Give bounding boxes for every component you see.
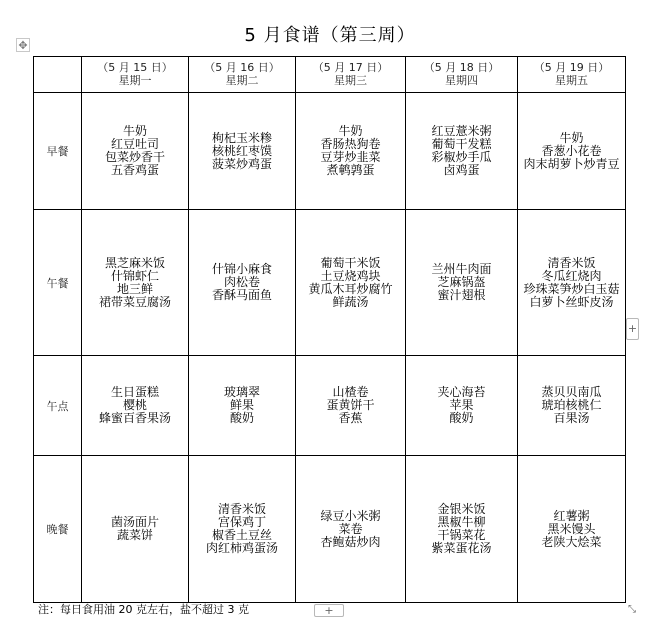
dish-item: 蔬菜饼 bbox=[116, 528, 153, 542]
menu-cell bbox=[189, 210, 296, 356]
menu-cell bbox=[296, 356, 406, 456]
menu-cell bbox=[406, 356, 518, 456]
add-column-button[interactable]: + bbox=[626, 318, 639, 340]
dish-item: 葡萄干发糕 bbox=[431, 137, 492, 151]
dish-item: 菠菜炒鸡蛋 bbox=[211, 156, 272, 171]
dish-item: 地三鲜 bbox=[116, 281, 153, 296]
dish-item: 裙带菜豆腐汤 bbox=[98, 294, 171, 309]
dish-item: 琥珀核桃仁 bbox=[541, 398, 602, 412]
dish-item: 鲜果 bbox=[229, 398, 254, 412]
menu-cell bbox=[518, 356, 626, 456]
dish-item: 白萝卜丝虾皮汤 bbox=[529, 294, 614, 309]
dish-item: 葡萄干米饭 bbox=[320, 255, 381, 270]
menu-cell bbox=[82, 210, 189, 356]
dish-item: 蜜汁翅根 bbox=[437, 288, 486, 302]
dish-item: 酸奶 bbox=[229, 411, 254, 425]
resize-icon[interactable]: ⤡ bbox=[628, 604, 636, 615]
weekly-menu-table bbox=[33, 56, 626, 603]
dish-item: 枸杞玉米糁 bbox=[211, 130, 272, 145]
dish-item: 绿豆小米粥 bbox=[320, 508, 381, 523]
dish-item: 牛奶 bbox=[559, 130, 584, 145]
dish-item: 牛奶 bbox=[122, 124, 147, 138]
dish-item: 彩椒炒手瓜 bbox=[431, 150, 492, 164]
dish-item: 黑米馒头 bbox=[547, 521, 596, 536]
dish-item: 肉红柿鸡蛋汤 bbox=[205, 541, 278, 555]
dish-item: 珍珠菜笋炒白玉菇 bbox=[523, 281, 620, 296]
dish-item: 夹心海苔 bbox=[437, 385, 486, 399]
dish-item: 椒香土豆丝 bbox=[211, 528, 272, 542]
dish-item: 干锅菜花 bbox=[437, 528, 486, 542]
menu-cell bbox=[296, 210, 406, 356]
dish-item: 肉末胡萝卜炒青豆 bbox=[523, 156, 620, 171]
dish-item: 豆芽炒韭菜 bbox=[320, 150, 381, 164]
dish-item: 鲜蔬汤 bbox=[332, 294, 369, 309]
dish-item: 酸奶 bbox=[449, 411, 474, 425]
dish-item: 蜂蜜百香果汤 bbox=[98, 411, 171, 425]
dish-item: 黄瓜木耳炒腐竹 bbox=[308, 281, 393, 296]
corner-cell bbox=[34, 57, 82, 93]
dish-item: 土豆烧鸡块 bbox=[320, 268, 381, 283]
dish-item: 肉松卷 bbox=[223, 275, 260, 289]
dish-item: 香酥马面鱼 bbox=[211, 288, 272, 302]
dish-item: 菜卷 bbox=[338, 521, 363, 536]
dish-item: 百果汤 bbox=[553, 411, 590, 425]
menu-cell bbox=[82, 456, 189, 603]
meal-label: 早餐 bbox=[34, 93, 82, 210]
dish-item: 清香米饭 bbox=[217, 502, 266, 516]
dish-item: 红豆吐司 bbox=[110, 137, 159, 151]
dish-item: 生日蛋糕 bbox=[110, 385, 159, 399]
meal-label: 午点 bbox=[34, 356, 82, 456]
dish-item: 金银米饭 bbox=[437, 502, 486, 516]
menu-cell bbox=[189, 456, 296, 603]
dish-item: 紫菜蛋花汤 bbox=[431, 541, 492, 555]
menu-cell bbox=[406, 456, 518, 603]
dish-item: 香葱小花卷 bbox=[541, 143, 602, 158]
dish-item: 玻璃翠 bbox=[223, 385, 260, 399]
menu-cell bbox=[296, 456, 406, 603]
dish-item: 清香米饭 bbox=[547, 255, 596, 270]
dish-item: 牛奶 bbox=[338, 124, 363, 138]
menu-cell bbox=[189, 93, 296, 210]
menu-cell bbox=[406, 93, 518, 210]
menu-cell bbox=[82, 356, 189, 456]
table-row bbox=[34, 93, 626, 210]
page-title: 5 月食谱（第三周） bbox=[244, 25, 416, 46]
dish-item: 红豆薏米粥 bbox=[431, 124, 492, 138]
dish-item: 山楂卷 bbox=[332, 385, 369, 399]
menu-cell bbox=[296, 93, 406, 210]
dish-item: 卤鸡蛋 bbox=[443, 163, 480, 177]
dish-item: 什锦虾仁 bbox=[110, 268, 159, 283]
table-header-row bbox=[34, 57, 626, 93]
day-header: （5 月 16 日） 星期二 bbox=[189, 57, 296, 93]
menu-cell bbox=[518, 93, 626, 210]
table-row bbox=[34, 356, 626, 456]
day-header: （5 月 18 日） 星期四 bbox=[406, 57, 518, 93]
dish-item: 核桃红枣馍 bbox=[211, 143, 272, 158]
add-row-button[interactable]: + bbox=[314, 604, 344, 617]
dish-item: 苹果 bbox=[449, 398, 474, 412]
dish-item: 黑芝麻米饭 bbox=[104, 255, 165, 270]
menu-cell bbox=[82, 93, 189, 210]
table-row bbox=[34, 210, 626, 356]
dish-item: 老陕大烩菜 bbox=[541, 534, 602, 549]
move-icon[interactable]: ✥ bbox=[16, 38, 30, 52]
dish-item: 煮鹌鹑蛋 bbox=[326, 163, 375, 177]
day-header: （5 月 17 日） 星期三 bbox=[296, 57, 406, 93]
dish-item: 香肠热狗卷 bbox=[320, 137, 381, 151]
day-header: （5 月 19 日） 星期五 bbox=[518, 57, 626, 93]
menu-cell bbox=[406, 210, 518, 356]
menu-cell bbox=[189, 356, 296, 456]
dish-item: 杏鲍菇炒肉 bbox=[320, 534, 381, 549]
dish-item: 黑椒牛柳 bbox=[437, 515, 486, 529]
dish-item: 冬瓜红烧肉 bbox=[541, 268, 602, 283]
dish-item: 芝麻锅盔 bbox=[437, 275, 486, 289]
dish-item: 兰州牛肉面 bbox=[431, 262, 492, 276]
meal-label: 午餐 bbox=[34, 210, 82, 356]
dish-item: 蛋黄饼干 bbox=[326, 398, 375, 412]
dish-item: 什锦小麻食 bbox=[211, 262, 272, 276]
day-header: （5 月 15 日） 星期一 bbox=[82, 57, 189, 93]
table-row bbox=[34, 456, 626, 603]
meal-label: 晚餐 bbox=[34, 456, 82, 603]
footnote: 注：每日食用油 20 克左右，盐不超过 3 克 bbox=[38, 603, 249, 616]
dish-item: 香蕉 bbox=[338, 411, 363, 425]
dish-item: 五香鸡蛋 bbox=[110, 163, 159, 177]
dish-item: 蒸贝贝南瓜 bbox=[541, 385, 602, 399]
menu-cell bbox=[518, 456, 626, 603]
menu-cell bbox=[518, 210, 626, 356]
dish-item: 菌汤面片 bbox=[110, 515, 159, 529]
dish-item: 樱桃 bbox=[122, 398, 147, 412]
dish-item: 包菜炒香干 bbox=[104, 150, 165, 164]
dish-item: 宫保鸡丁 bbox=[217, 515, 266, 529]
dish-item: 红薯粥 bbox=[553, 508, 590, 523]
